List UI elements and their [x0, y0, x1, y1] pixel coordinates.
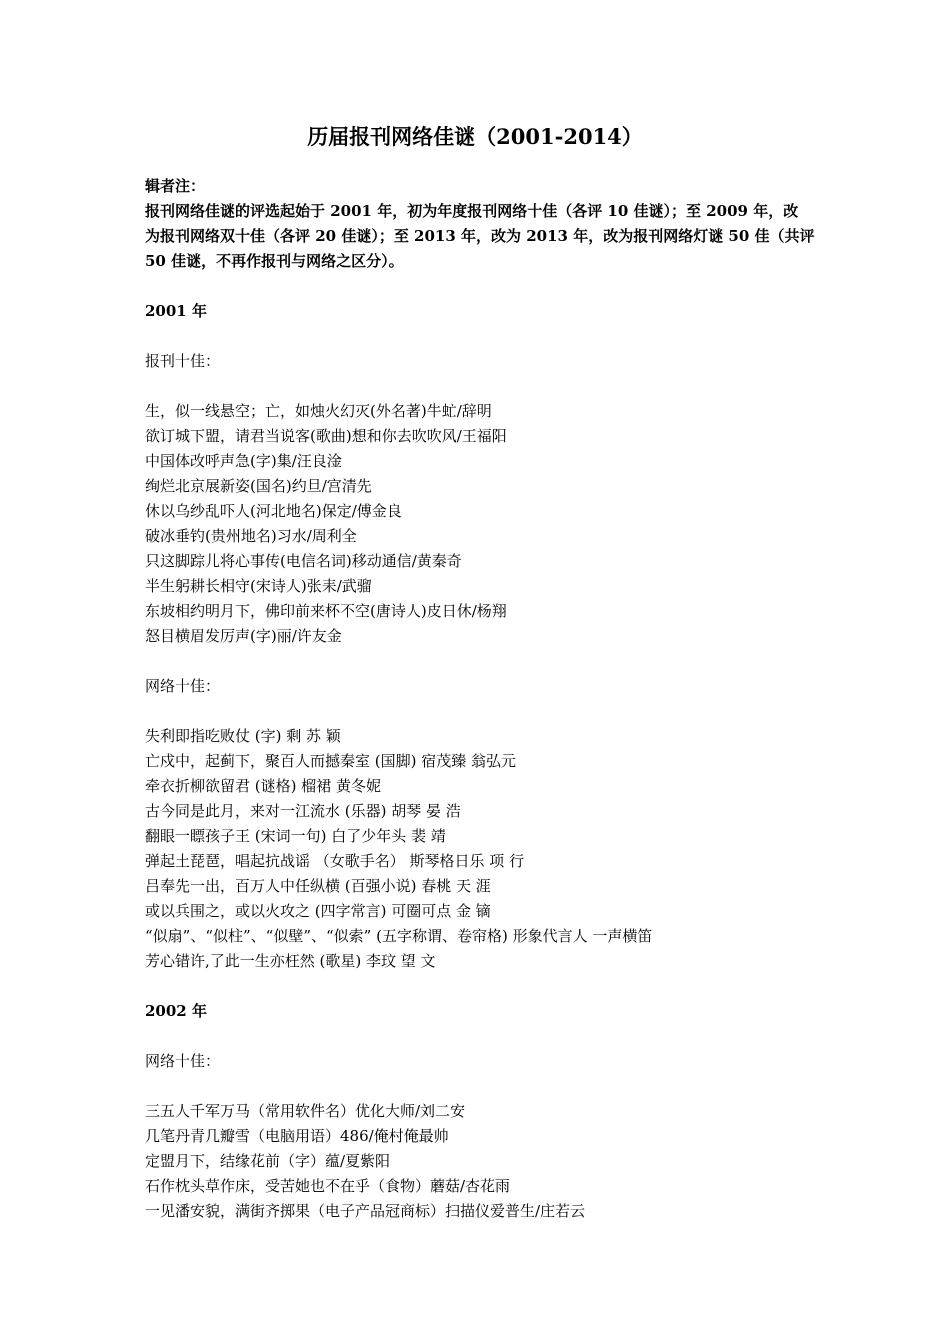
riddle-entry: 休以乌纱乱吓人(河北地名)保定/傅金良 [145, 502, 402, 520]
riddle-entry: 芳心错许,了此一生亦枉然 (歌星) 李玟 望 文 [145, 952, 436, 970]
riddle-entry: 或以兵围之，或以火攻之 (四字常言) 可圈可点 金 镝 [145, 902, 491, 920]
year-heading: 2002 年 [145, 1002, 207, 1020]
editor-note-line: 报刊网络佳谜的评选起始于 2001 年，初为年度报刊网络十佳（各评 10 佳谜）；至 2009 年，改 [145, 202, 799, 220]
section-heading: 报刊十佳： [145, 352, 221, 370]
document-body [145, 174, 815, 1224]
riddle-entry: 亡戍中，起蓟下，聚百人而撼秦室 (国脚) 宿茂臻 翁弘元 [145, 752, 517, 770]
riddle-entry: 失利即指吃败仗 (字) 剩 苏 颖 [145, 727, 341, 745]
riddle-entry: 吕奉先一出，百万人中任纵横 (百强小说) 春桃 天 涯 [145, 877, 491, 895]
riddle-entry: 牵衣折柳欲留君 (谜格) 榴裙 黄冬妮 [145, 777, 382, 795]
year-heading: 2001 年 [145, 302, 207, 320]
section-heading: 网络十佳： [145, 1052, 221, 1070]
riddle-entry: 生，似一线悬空；亡，如烛火幻灭(外名著)牛虻/辞明 [145, 402, 492, 420]
riddle-entry: 古今同是此月，来对一江流水 (乐器) 胡琴 晏 浩 [145, 802, 461, 820]
riddle-entry: 几笔丹青几瓣雪（电脑用语）486/俺村俺最帅 [145, 1127, 449, 1145]
riddle-entry: 一见潘安貌，满街齐掷果（电子产品冠商标）扫描仪爱普生/庄若云 [145, 1202, 586, 1220]
editor-note-label: 辑者注： [145, 177, 206, 195]
riddle-entry: “似扇”、“似柱”、“似壁”、“似索” (五字称谓、卷帘格) 形象代言人 一声横笛 [145, 927, 653, 945]
riddle-entry: 欲订城下盟，请君当说客(歌曲)想和你去吹吹风/王福阳 [145, 427, 507, 445]
editor-note-line: 为报刊网络双十佳（各评 20 佳谜）；至 2013 年，改为 2013 年，改为报刊网络灯谜 50 佳（共评 [145, 227, 815, 245]
riddle-entry: 东坡相约明月下，佛印前来杯不空(唐诗人)皮日休/杨翔 [145, 602, 507, 620]
riddle-entry: 绚烂北京展新姿(国名)约旦/宫清先 [145, 477, 372, 495]
riddle-entry: 弹起土琵琶，唱起抗战谣 （女歌手名） 斯琴格日乐 项 行 [145, 852, 525, 870]
section-heading: 网络十佳： [145, 677, 221, 695]
riddle-entry: 怒目横眉发厉声(字)丽/许友金 [145, 627, 342, 645]
riddle-entry: 翻眼一瞟孩子王 (宋词一句) 白了少年头 裴 靖 [145, 827, 446, 845]
riddle-entry: 三五人千军万马（常用软件名）优化大师/刘二安 [145, 1102, 466, 1120]
riddle-entry: 只这脚踪儿将心事传(电信名词)移动通信/黄秦奇 [145, 552, 462, 570]
riddle-entry: 中国体改呼声急(字)集/汪良淦 [145, 452, 342, 470]
riddle-entry: 石作枕头草作床，受苦她也不在乎（食物）蘑菇/杏花雨 [145, 1177, 511, 1195]
editor-note-line: 50 佳谜，不再作报刊与网络之区分）。 [145, 252, 404, 270]
riddle-entry: 半生躬耕长相守(宋诗人)张耒/武骝 [145, 577, 372, 595]
riddle-entry: 定盟月下，结缘花前（字）蕴/夏紫阳 [145, 1152, 391, 1170]
editor-note-text [145, 199, 815, 274]
document-title: 历届报刊网络佳谜（2001-2014） [307, 124, 643, 149]
riddle-entry: 破冰垂钓(贵州地名)习水/周利全 [145, 527, 357, 545]
